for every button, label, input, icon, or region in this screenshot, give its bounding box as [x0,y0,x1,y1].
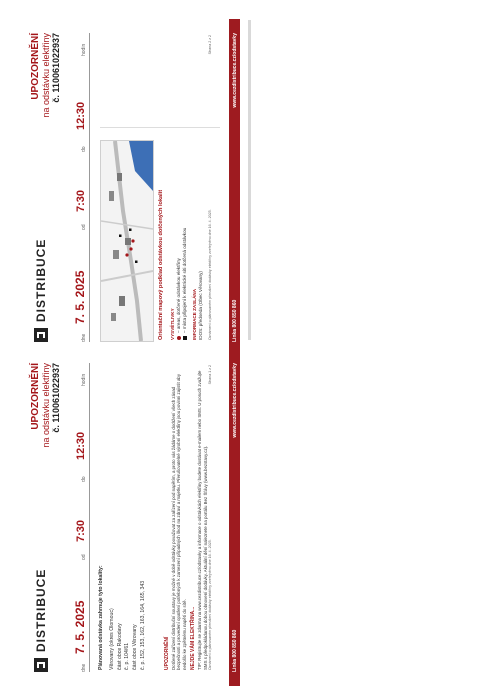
footer-phone: Linka 800 850 860 [231,629,238,672]
outage-date: 7. 5. 2025 [73,600,87,654]
info-title: INFORMACE ZASLÁNA [192,288,197,340]
area-intro: Plánovaná odstávka zahrnuje tyto lokality: [98,565,104,670]
red-dot-icon [177,336,181,340]
time-to: 12:30 [75,101,87,130]
area-line: č. p. 152, 153, 162, 163, 164, 165, 343 [139,580,146,670]
footer-web: www.cezdistribuce.cz/odstavky [231,363,238,438]
tip-heading: NEJDE VÁM ELEKTŘINA... [190,606,197,670]
time-from: 7:30 [75,189,87,212]
legend-item-connection: – místa připojení k elektrické síti dotčená odstávkou [182,228,188,340]
brand-logo [34,239,48,342]
cez-logo-icon [34,328,48,342]
schedule-underline [89,33,90,342]
area-line: Věrovany (okres Olomouc) [108,608,115,670]
page-number: Strana 1 z 2 [208,365,212,385]
time-to: 12:30 [75,431,87,460]
area-line: č. p. 104/61 [124,642,131,670]
page-edge-shadow [248,20,251,340]
brand-name: DISTRIBUCE [34,238,48,322]
notice-subtitle: na odstávku elektřiny [41,363,51,448]
affected-area [98,500,148,670]
notice-title: UPOZORNĚNÍ [30,363,41,430]
footer-web: www.cezdistribuce.cz/odstavky [231,33,238,108]
hours-label: hodin [81,373,87,386]
footnote-published: Oznámení o plánovaném přerušení dodávky elektřiny zveřejněno dne 16. 4. 2025. [208,539,212,670]
notice-number: č. 110061022937 [51,363,61,433]
map-drawing [101,141,153,341]
footnote-published: Oznámení o plánovaném přerušení dodávky elektřiny zveřejněno dne 16. 4. 2025. [208,209,212,340]
map-title: Orientační mapový podklad odstávkou dotčených lokalit [158,189,164,340]
outage-map [100,140,154,342]
notice-page-map [20,19,240,356]
area-line: část obce Rakodavy [116,623,123,670]
notice-heading [30,33,62,118]
legend-title: VYSVĚTLIVKY [170,308,175,340]
notice-title: UPOZORNĚNÍ [30,33,41,100]
footnote [208,365,212,670]
tip-text: TIP: Registrujte se zdarma na www.cezdistribuce.cz/odstavky a informace o odstávkách elektřiny budete dostávat e-mailem nebo SMS. U poruch zvažujte SMS s předpokládanou dobou obnovení dodávky. Aktuální dění naleznete na portálu Bez Šťávy (www.bezstavy.cz). [196,370,208,670]
from-label: od [81,554,87,560]
area-line: část obce Věrovany [132,624,139,670]
black-square-icon [183,336,187,340]
page-number: Strana 2 z 2 [208,35,212,55]
footnote [208,35,212,340]
schedule-bar [70,33,90,342]
map-legend [170,228,188,340]
brand-logo [34,569,48,672]
schedule-underline [89,363,90,672]
date-label: dne [81,333,87,342]
info-text: IDOS: předseda (Obec Věrovany) [198,271,203,340]
date-label: dne [81,663,87,672]
brand-name: DISTRIBUCE [34,568,48,652]
to-label: do [81,146,87,152]
outage-date: 7. 5. 2025 [73,270,87,324]
from-label: od [81,224,87,230]
warning-text: Dotčené zařízení distribuční soustavy je možné v době odstávky považovat za zařízení pod napětím, a proto vás žádáme o dodržení všech zásad bezpečnosti a provedení opatření potřebných k zamezení případných škod na zdraví a majetku. Přerušovatelné výrobní elektřiny jsou povinni zajistit aby nedošlo ke zpětnému napětí do sítě. [170,373,187,670]
notice-subtitle: na odstávku elektřiny [41,33,51,118]
to-label: do [81,476,87,482]
divider [100,127,220,128]
footer-bar [229,19,240,356]
info-block [192,271,204,340]
time-from: 7:30 [75,519,87,542]
hours-label: hodin [81,43,87,56]
footer-bar [229,349,240,686]
notice-page-text [20,349,240,686]
cez-logo-icon [34,658,48,672]
area-list [109,500,147,670]
notice-number: č. 110061022937 [51,33,61,103]
notice-heading [30,363,62,448]
legend-item-area: – areas, dotčené odstávkou elektřiny [176,228,182,340]
schedule-bar [70,363,90,672]
warning-section [165,365,212,670]
footer-phone: Linka 800 850 860 [231,299,238,342]
warning-heading: UPOZORNĚNÍ [164,636,170,670]
